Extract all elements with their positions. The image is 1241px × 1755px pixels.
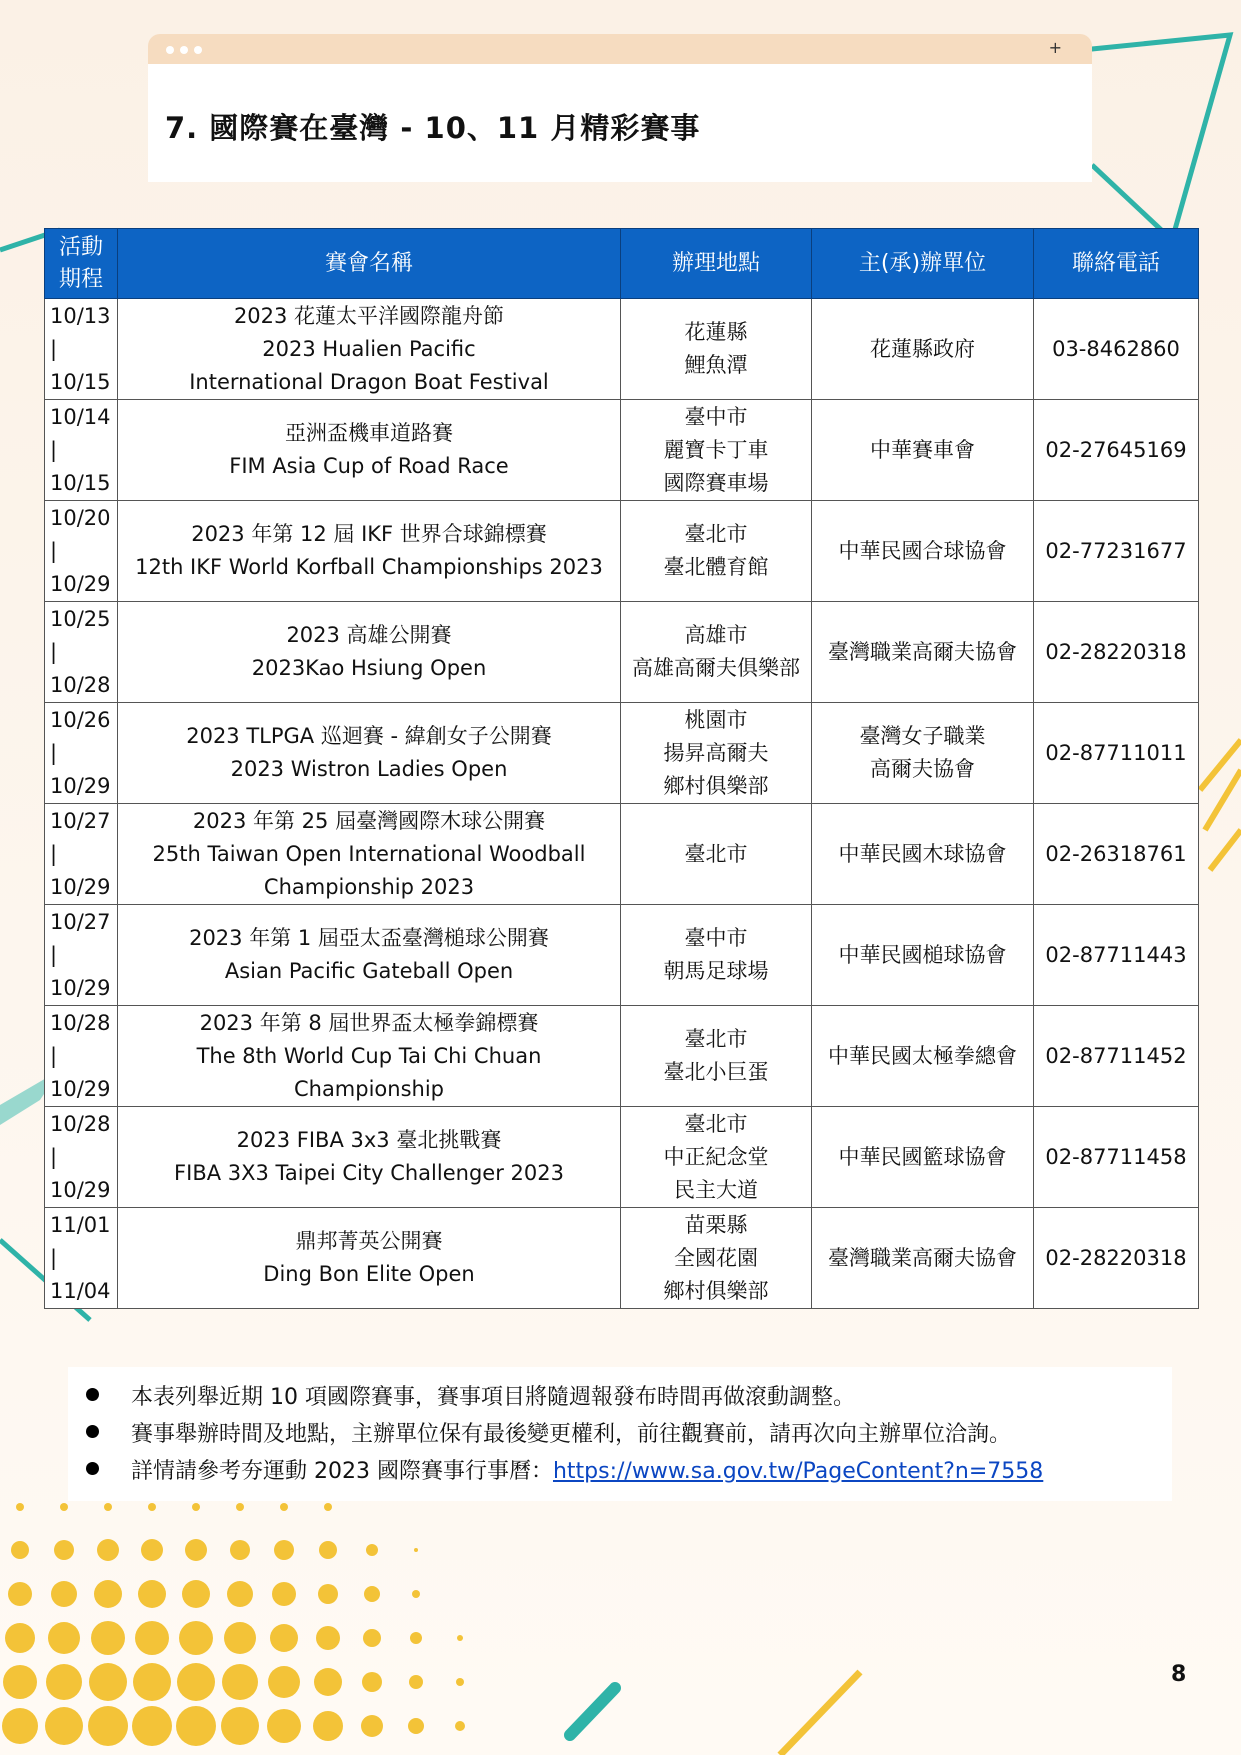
event-name-cell-line: Ding Bon Elite Open — [263, 1262, 475, 1286]
event-name-cell-line: 2023 年第 8 屆世界盃太極拳錦標賽 — [199, 1010, 539, 1035]
event-name-cell — [118, 602, 621, 703]
venue-cell-line: 臺北市 — [684, 522, 748, 546]
header-text: 辦理地點 — [671, 250, 760, 276]
event-name-cell-line: International Dragon Boat Festival — [189, 369, 549, 394]
event-name-cell-line: 2023 高雄公開賽 — [286, 623, 452, 647]
event-name-cell-line: The 8th World Cup Tai Chi Chuan — [196, 1043, 542, 1068]
venue-cell-line: 臺中市 — [684, 926, 748, 950]
event-name-cell — [118, 400, 621, 501]
phone-cell — [1034, 703, 1199, 804]
table-header-cell — [1034, 229, 1199, 299]
venue-cell-line: 臺中市 — [684, 404, 748, 429]
event-name-cell-line: 2023Kao Hsiung Open — [251, 656, 487, 680]
venue-cell — [621, 299, 812, 400]
event-name-cell — [118, 299, 621, 400]
organizer-cell-line: 中華民國太極拳總會 — [828, 1043, 1017, 1068]
header-text: 期程 — [58, 266, 103, 292]
organizer-cell — [812, 602, 1034, 703]
date-cell — [45, 905, 118, 1006]
table-row — [45, 501, 1199, 602]
venue-cell-line: 鯉魚潭 — [684, 353, 748, 377]
venue-cell-line: 國際賽車場 — [663, 470, 769, 495]
event-name-cell — [118, 905, 621, 1006]
date-cell-line: | — [50, 841, 58, 866]
event-name-cell — [118, 1006, 621, 1107]
organizer-cell — [812, 299, 1034, 400]
event-name-cell-line: 2023 Hualien Pacific — [262, 336, 476, 361]
date-cell-line: 10/29 — [50, 1177, 111, 1202]
event-name-cell-line: 2023 FIBA 3x3 臺北挑戰賽 — [236, 1128, 502, 1152]
phone-cell — [1034, 602, 1199, 703]
table-row — [45, 703, 1199, 804]
phone-cell-line: 02-87711458 — [1045, 1144, 1187, 1169]
date-cell — [45, 1107, 118, 1208]
venue-cell-line: 麗寶卡丁車 — [663, 437, 769, 462]
date-cell-line: 10/27 — [50, 909, 111, 934]
phone-cell-line: 02-27645169 — [1045, 437, 1187, 462]
venue-cell-line: 臺北體育館 — [663, 555, 769, 579]
event-name-cell-line: Asian Pacific Gateball Open — [224, 959, 514, 983]
table-header-cell — [621, 229, 812, 299]
venue-cell-line: 中正紀念堂 — [663, 1144, 769, 1169]
date-cell-line: 10/28 — [50, 672, 111, 697]
organizer-cell-line: 中華民國槌球協會 — [838, 942, 1007, 967]
header-text: 賽會名稱 — [324, 250, 413, 276]
organizer-cell — [812, 400, 1034, 501]
venue-cell — [621, 905, 812, 1006]
table-header-cell — [812, 229, 1034, 299]
venue-cell — [621, 400, 812, 501]
venue-cell-line: 全國花園 — [674, 1245, 758, 1270]
events-table — [44, 228, 1199, 1309]
date-cell-line: | — [50, 538, 58, 563]
date-cell — [45, 501, 118, 602]
date-cell — [45, 602, 118, 703]
date-cell-line: | — [50, 639, 58, 664]
phone-cell — [1034, 1208, 1199, 1309]
table-row — [45, 1107, 1199, 1208]
date-cell — [45, 1006, 118, 1107]
venue-cell-line: 苗栗縣 — [684, 1212, 748, 1237]
phone-cell-line: 02-26318761 — [1045, 841, 1187, 866]
table-row — [45, 1208, 1199, 1309]
venue-cell — [621, 703, 812, 804]
event-name-cell-line: 2023 TLPGA 巡迴賽 - 緯創女子公開賽 — [186, 724, 552, 748]
phone-cell-line: 02-28220318 — [1045, 639, 1187, 664]
dot-icon — [180, 46, 188, 54]
phone-cell — [1034, 905, 1199, 1006]
phone-cell-line: 02-87711443 — [1045, 942, 1187, 967]
date-cell-line: | — [50, 437, 58, 462]
venue-cell — [621, 804, 812, 905]
event-name-cell-line: FIBA 3X3 Taipei City Challenger 2023 — [174, 1161, 564, 1185]
event-name-cell-line: 2023 年第 25 屆臺灣國際木球公開賽 — [192, 808, 546, 833]
organizer-cell — [812, 1107, 1034, 1208]
organizer-cell-line: 花蓮縣政府 — [870, 336, 975, 361]
venue-cell — [621, 1107, 812, 1208]
event-name-cell — [118, 501, 621, 602]
phone-cell-line: 02-87711452 — [1045, 1043, 1187, 1068]
organizer-cell — [812, 1006, 1034, 1107]
venue-cell-line: 朝馬足球場 — [663, 959, 769, 983]
dot-icon — [166, 46, 174, 54]
organizer-cell — [812, 1208, 1034, 1309]
venue-cell-line: 花蓮縣 — [684, 320, 748, 344]
note-text: 本表列舉近期 10 項國際賽事，賽事項目將隨週報發布時間再做滾動調整。 — [131, 1385, 855, 1410]
table-row — [45, 905, 1199, 1006]
venue-cell-line: 臺北市 — [684, 841, 748, 866]
venue-cell-line: 臺北市 — [684, 1111, 748, 1136]
plus-icon: + — [1048, 38, 1062, 57]
venue-cell-line: 臺北市 — [684, 1027, 748, 1051]
date-cell — [45, 703, 118, 804]
table-row — [45, 1006, 1199, 1107]
venue-cell — [621, 602, 812, 703]
date-cell-line: 10/27 — [50, 808, 111, 833]
phone-cell — [1034, 804, 1199, 905]
date-cell-line: 11/04 — [50, 1278, 111, 1303]
date-cell-line: 10/26 — [50, 707, 111, 732]
bullet-icon — [86, 1388, 99, 1401]
event-name-cell-line: 鼎邦菁英公開賽 — [295, 1229, 443, 1253]
notes-box — [68, 1367, 1172, 1501]
bullet-icon — [86, 1425, 99, 1438]
table-header-cell — [45, 229, 118, 299]
organizer-cell-line: 中華民國木球協會 — [838, 841, 1007, 866]
date-cell — [45, 1208, 118, 1309]
table-header-row — [45, 229, 1199, 299]
note-text: 詳情請參考夯運動 2023 國際賽事行事曆： — [131, 1459, 553, 1484]
date-cell — [45, 299, 118, 400]
date-cell-line: 10/29 — [50, 975, 111, 1000]
dot-icon — [194, 46, 202, 54]
venue-cell-line: 臺北小巨蛋 — [663, 1060, 769, 1084]
phone-cell-line: 03-8462860 — [1052, 336, 1180, 361]
title-card-tab — [148, 34, 1092, 64]
date-cell-line: | — [50, 1043, 58, 1068]
venue-cell-line: 高雄市 — [684, 623, 748, 647]
table-row — [45, 804, 1199, 905]
table-body — [45, 299, 1199, 1309]
venue-cell — [621, 1006, 812, 1107]
phone-cell-line: 02-77231677 — [1045, 538, 1187, 563]
date-cell-line: 10/29 — [50, 571, 111, 596]
organizer-cell-line: 中華民國合球協會 — [838, 538, 1007, 563]
event-name-cell — [118, 1107, 621, 1208]
note-item — [86, 1417, 1011, 1448]
date-cell-line: 10/15 — [50, 470, 111, 495]
event-name-cell-line: 12th IKF World Korfball Championships 2023 — [135, 555, 603, 579]
calendar-link[interactable]: https://www.sa.gov.tw/PageContent?n=7558 — [552, 1459, 1044, 1484]
table-row — [45, 602, 1199, 703]
venue-cell-line: 鄉村俱樂部 — [663, 773, 769, 798]
venue-cell — [621, 501, 812, 602]
phone-cell-line: 02-87711011 — [1045, 740, 1187, 765]
table-header-cell — [118, 229, 621, 299]
venue-cell-line: 民主大道 — [674, 1177, 758, 1202]
organizer-cell-line: 臺灣女子職業 — [859, 724, 986, 748]
event-name-cell-line: 2023 年第 1 屆亞太盃臺灣槌球公開賽 — [189, 926, 549, 950]
phone-cell-line: 02-28220318 — [1045, 1245, 1187, 1270]
venue-cell — [621, 1208, 812, 1309]
organizer-cell — [812, 501, 1034, 602]
event-name-cell-line: Championship 2023 — [263, 874, 475, 899]
phone-cell — [1034, 1107, 1199, 1208]
date-cell-line: 11/01 — [50, 1212, 111, 1237]
date-cell-line: 10/20 — [50, 505, 111, 530]
header-text: 活動 — [58, 234, 103, 260]
venue-cell-line: 鄉村俱樂部 — [663, 1278, 769, 1303]
event-name-cell-line: FIM Asia Cup of Road Race — [229, 454, 509, 478]
page-title: 7. 國際賽在臺灣 - 10、11 月精彩賽事 — [165, 111, 701, 145]
event-name-cell-line: Championship — [293, 1076, 445, 1101]
title-card — [148, 34, 1092, 182]
date-cell-line: | — [50, 1144, 58, 1169]
date-cell-line: | — [50, 1245, 58, 1270]
date-cell — [45, 804, 118, 905]
date-cell-line: | — [50, 336, 58, 361]
event-name-cell-line: 25th Taiwan Open International Woodball — [152, 841, 586, 866]
note-item — [86, 1380, 855, 1411]
date-cell-line: 10/25 — [50, 606, 111, 631]
header-text: 聯絡電話 — [1071, 250, 1160, 276]
event-name-cell-line: 亞洲盃機車道路賽 — [285, 421, 453, 445]
phone-cell — [1034, 501, 1199, 602]
date-cell-line: 10/15 — [50, 369, 111, 394]
date-cell-line: 10/28 — [50, 1111, 111, 1136]
date-cell — [45, 400, 118, 501]
organizer-cell-line: 高爾夫協會 — [870, 757, 975, 781]
note-text: 賽事舉辦時間及地點，主辦單位保有最後變更權利，前往觀賽前，請再次向主辦單位洽詢。 — [131, 1422, 1012, 1447]
event-name-cell-line: 2023 花蓮太平洋國際龍舟節 — [233, 303, 505, 328]
date-cell-line: 10/14 — [50, 404, 111, 429]
event-name-cell — [118, 804, 621, 905]
bullet-icon — [86, 1462, 99, 1475]
note-item — [86, 1454, 1043, 1485]
table-row — [45, 299, 1199, 400]
date-cell-line: 10/13 — [50, 303, 111, 328]
organizer-cell — [812, 804, 1034, 905]
date-cell-line: | — [50, 740, 58, 765]
organizer-cell-line: 中華賽車會 — [870, 437, 975, 462]
phone-cell — [1034, 400, 1199, 501]
header-text: 主(承)辦單位 — [858, 250, 987, 276]
date-cell-line: | — [50, 942, 58, 967]
organizer-cell-line: 臺灣職業高爾夫協會 — [828, 1245, 1017, 1270]
date-cell-line: 10/29 — [50, 874, 111, 899]
event-name-cell-line: 2023 Wistron Ladies Open — [230, 757, 508, 781]
phone-cell — [1034, 299, 1199, 400]
event-name-cell — [118, 703, 621, 804]
table-row — [45, 400, 1199, 501]
event-name-cell-line: 2023 年第 12 屆 IKF 世界合球錦標賽 — [191, 522, 547, 546]
event-name-cell — [118, 1208, 621, 1309]
venue-cell-line: 高雄高爾夫俱樂部 — [632, 656, 800, 680]
organizer-cell — [812, 703, 1034, 804]
organizer-cell-line: 中華民國籃球協會 — [838, 1144, 1007, 1169]
page-number: 8 — [1171, 1662, 1187, 1687]
organizer-cell — [812, 905, 1034, 1006]
date-cell-line: 10/28 — [50, 1010, 111, 1035]
date-cell-line: 10/29 — [50, 773, 111, 798]
phone-cell — [1034, 1006, 1199, 1107]
venue-cell-line: 揚昇高爾夫 — [663, 740, 769, 765]
organizer-cell-line: 臺灣職業高爾夫協會 — [828, 639, 1017, 664]
venue-cell-line: 桃園市 — [684, 707, 748, 732]
date-cell-line: 10/29 — [50, 1076, 111, 1101]
